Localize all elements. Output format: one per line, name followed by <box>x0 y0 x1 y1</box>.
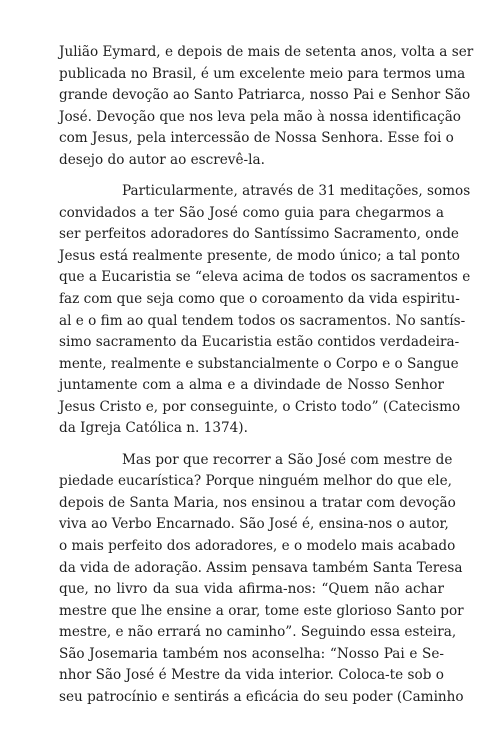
text-line: nhor São José é Mestre da vida interior. Coloca-te sob o <box>59 667 444 684</box>
text-line: Jesus está realmente presente, de modo único; a tal ponto <box>59 247 460 264</box>
text-line: mestre que lhe ensine a orar, tome este glorioso Santo por <box>59 602 464 619</box>
paragraph-1 <box>59 42 474 171</box>
text-line: que a Eucaristia se “eleva acima de todos os sacramentos e <box>59 269 471 286</box>
paragraph-spacer <box>59 440 444 450</box>
text-line: faz com que seja como que o coroamento da vida espiritu- <box>59 291 460 308</box>
paragraph-2 <box>59 181 471 440</box>
text-line: viva ao Verbo Encarnado. São José é, ensina-nos o autor, <box>59 516 449 533</box>
text-line: desejo do autor ao escrevê-la. <box>59 151 265 168</box>
text-line: Julião Eymard, e depois de mais de setenta anos, volta a ser <box>59 44 474 60</box>
text-line: seu patrocínio e sentirás a eficácia do seu poder (Caminho <box>59 688 464 705</box>
book-page <box>59 42 474 708</box>
text-line: al e o fim ao qual tendem todos os sacramentos. No santís- <box>59 312 466 329</box>
text-line: piedade eucarística? Porque ninguém melhor do que ele, <box>59 473 452 490</box>
text-line: José. Devoção que nos leva pela mão à nossa identificação <box>59 108 461 125</box>
text-line: publicada no Brasil, é um excelente meio para termos uma <box>59 65 466 82</box>
text-line: Mas por que recorrer a São José com mestre de <box>122 451 453 468</box>
paragraph-spacer <box>59 171 444 181</box>
text-line: São Josemaria também nos aconselha: “Nosso Pai e Se- <box>59 645 444 662</box>
text-line: da Igreja Católica n. 1374). <box>59 420 248 437</box>
paragraph-3 <box>59 450 464 709</box>
text-line: mestre, e não errará no caminho”. Seguindo essa esteira, <box>59 624 457 641</box>
text-line: mente, realmente e substancialmente o Corpo e o Sangue <box>59 355 459 372</box>
text-line: da vida de adoração. Assim pensava também Santa Teresa <box>59 559 463 576</box>
text-line: depois de Santa Maria, nos ensinou a tratar com devoção <box>59 494 456 511</box>
text-line: Particularmente, através de 31 meditações, somos <box>122 183 471 200</box>
text-line: com Jesus, pela intercessão de Nossa Senhora. Esse foi o <box>59 130 454 147</box>
text-line: o mais perfeito dos adoradores, e o modelo mais acabado <box>59 538 456 555</box>
text-line: que, no livro da sua vida afirma-nos: “Quem não achar <box>59 581 444 598</box>
text-line: juntamente com a alma e a divindade de Nosso Senhor <box>59 377 444 394</box>
text-line: grande devoção ao Santo Patriarca, nosso Pai e Senhor São <box>59 87 471 104</box>
text-line: ser perfeitos adoradores do Santíssimo Sacramento, onde <box>59 226 459 243</box>
text-line: simo sacramento da Eucaristia estão contidos verdadeira- <box>59 334 460 351</box>
text-line: Jesus Cristo e, por conseguinte, o Cristo todo” (Catecismo <box>59 398 461 415</box>
text-line: convidados a ter São José como guia para chegarmos a <box>59 204 444 221</box>
